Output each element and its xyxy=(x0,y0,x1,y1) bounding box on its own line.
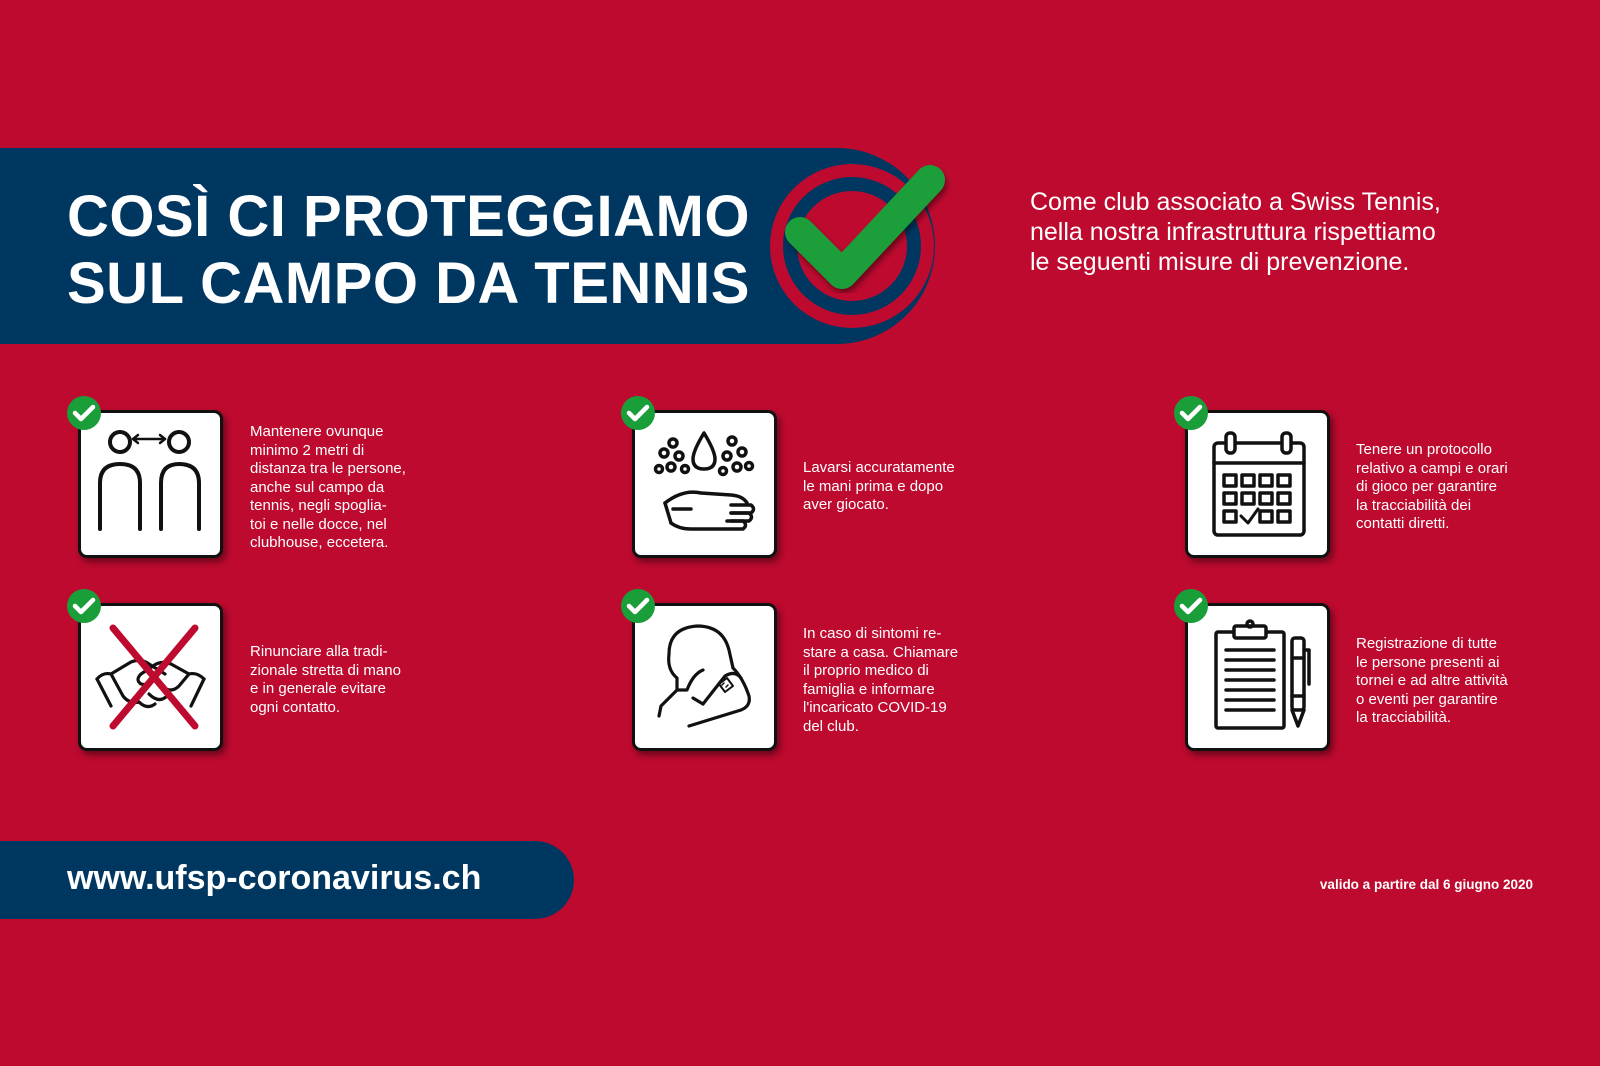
title-line-2: SUL CAMPO DA TENNIS xyxy=(67,251,750,316)
measure-line: l'incaricato COVID-19 xyxy=(803,699,947,716)
intro-line: le seguenti misure di prevenzione. xyxy=(1030,248,1410,276)
measure-line: aver giocato. xyxy=(803,496,889,513)
measure-line: famiglia e informare xyxy=(803,680,935,698)
measure-line: minimo 2 metri di xyxy=(250,441,365,459)
measure-line: Mantenere ovunque xyxy=(250,423,384,440)
measure-line: la tracciabilità. xyxy=(1356,709,1452,726)
measure-line: In caso di sintomi re- xyxy=(803,625,942,642)
icon-card xyxy=(78,603,223,751)
intro-line: Come club associato a Swiss Tennis, xyxy=(1030,188,1441,216)
check-badge-icon xyxy=(66,395,102,431)
measure-line: distanza tra le persone, xyxy=(250,460,406,477)
measure-line: anche sul campo da xyxy=(250,478,385,496)
check-badge-icon xyxy=(620,395,656,431)
measure-line: ogni contatto. xyxy=(250,698,341,716)
measure-line: e in generale evitare xyxy=(250,680,386,697)
distance-icon xyxy=(89,421,212,547)
intro-text xyxy=(1030,187,1570,277)
icon-card xyxy=(1185,603,1330,751)
measure-line: toi e nelle docce, nel xyxy=(250,515,387,533)
measure-line: contatti diretti. xyxy=(1356,515,1450,532)
measure-text xyxy=(250,423,435,553)
measure-line: Registrazione di tutte xyxy=(1356,635,1497,652)
sneeze-icon xyxy=(643,614,766,740)
icon-card xyxy=(1185,410,1330,558)
clipboard-icon xyxy=(1196,614,1319,740)
big-check-icon xyxy=(770,152,970,342)
measure-line: tornei e ad altre attività xyxy=(1356,672,1508,689)
measure-line: o eventi per garantire xyxy=(1356,690,1498,708)
icon-card xyxy=(632,410,777,558)
measure-text xyxy=(1356,635,1541,728)
icon-card xyxy=(78,410,223,558)
hand-washing-icon xyxy=(643,421,766,547)
measure-line: Rinunciare alla tradi- xyxy=(250,643,388,660)
measure-line: Lavarsi accuratamente xyxy=(803,459,955,476)
no-handshake-icon xyxy=(89,614,212,740)
measure-text xyxy=(803,625,988,736)
measure-line: Tenere un protocollo xyxy=(1356,441,1492,458)
measure-text xyxy=(1356,441,1541,534)
measure-line: clubhouse, eccetera. xyxy=(250,534,389,551)
intro-line: nella nostra infrastruttura rispettiamo xyxy=(1030,218,1436,246)
check-badge-icon xyxy=(1173,588,1209,624)
measure-line: stare a casa. Chiamare xyxy=(803,643,959,661)
check-badge-icon xyxy=(66,588,102,624)
measure-text xyxy=(250,643,435,717)
measure-line: tennis, negli spoglia- xyxy=(250,497,387,514)
calendar-icon xyxy=(1196,421,1319,547)
website-link[interactable]: www.ufsp-coronavirus.ch xyxy=(67,859,482,897)
measure-line: le mani prima e dopo xyxy=(803,477,944,495)
icon-card xyxy=(632,603,777,751)
measure-line: il proprio medico di xyxy=(803,662,929,679)
validity-note: valido a partire dal 6 giugno 2020 xyxy=(1319,877,1533,892)
check-badge-icon xyxy=(1173,395,1209,431)
measure-line: zionale stretta di mano xyxy=(250,661,401,679)
measure-line: relativo a campi e orari xyxy=(1356,459,1508,477)
measure-line: del club. xyxy=(803,717,859,735)
measure-line: di gioco per garantire xyxy=(1356,478,1497,495)
measure-line: le persone presenti ai xyxy=(1356,653,1500,671)
measure-line: la tracciabilità dei xyxy=(1356,496,1472,514)
title-line-1: COSÌ CI PROTEGGIAMO xyxy=(67,184,750,249)
check-badge-icon xyxy=(620,588,656,624)
measure-text xyxy=(803,459,988,515)
